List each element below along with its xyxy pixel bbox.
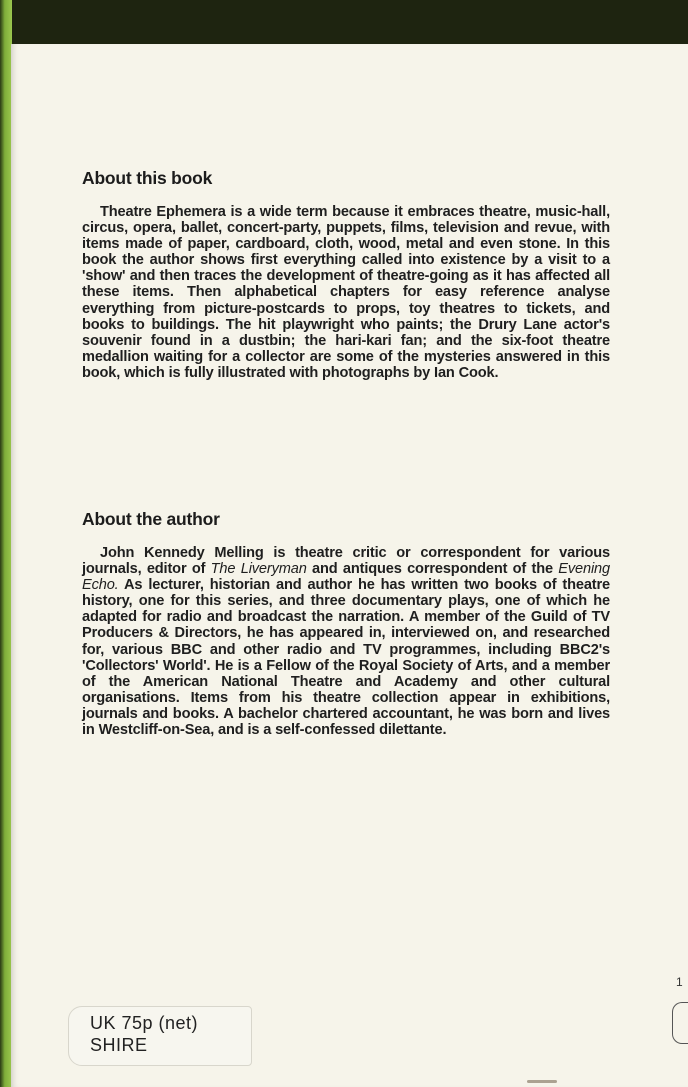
publisher-logo-edge bbox=[672, 1002, 688, 1044]
dirt-speck bbox=[527, 1080, 557, 1083]
price-text: UK 75p (net) bbox=[90, 1013, 199, 1033]
about-author-text bbox=[82, 545, 610, 738]
about-author-heading: About the author bbox=[82, 509, 220, 529]
edge-number: 1 bbox=[676, 975, 683, 989]
evening-echo-title: Evening Echo. bbox=[82, 561, 610, 594]
author-text-part-3: As lecturer, historian and author he has written two books of theatre history, one for this series, and three documentary plays, one of which he adapted for radio and broadcast the narration. A member of the Guild of TV Producers & Directors, he has appeared in, interviewed on, and researched for, various BBC and other radio and TV programmes, including BBC2's 'Collectors' World'. He is a Fellow of the Royal Society of Arts, and a member of the American National Theatre and Academy and other cultural organisations. Items from his theatre collection appear in exhibitions, journals and books. A bachelor chartered accountant, he was born and lives in Westcliff-on-Sea, and is a self-confessed dilettante. bbox=[82, 577, 610, 739]
liveryman-title: The Liveryman bbox=[210, 561, 307, 578]
publisher-text: SHIRE bbox=[90, 1035, 148, 1055]
author-text-part-1: John Kennedy Melling is theatre critic or correspondent for various journals, editor of bbox=[82, 545, 610, 578]
about-book-heading: About this book bbox=[82, 168, 213, 188]
author-text-part-2: and antiques correspondent of the bbox=[306, 561, 559, 578]
about-book-text: Theatre Ephemera is a wide term because it embraces theatre, music-hall, circus, opera, ballet, concert-party, puppets, films, television and revue, with items made of paper, cardboard, cloth, wood, metal and even stone. In this book the author shows first everything called into existence by a visit to a 'show' and then traces the development of theatre-going as it has affected all these items. Then alphabetical chapters for easy reference analyse everything from picture-postcards to props, toy theatres to tickets, and books to buildings. The hit playwright who paints; the Drury Lane actor's souvenir found in a dustbin; the hari-kari fan; and the six-foot theatre medallion waiting for a collector are some of the mysteries answered in this book, which is fully illustrated with photographs by Ian Cook. bbox=[82, 204, 610, 381]
